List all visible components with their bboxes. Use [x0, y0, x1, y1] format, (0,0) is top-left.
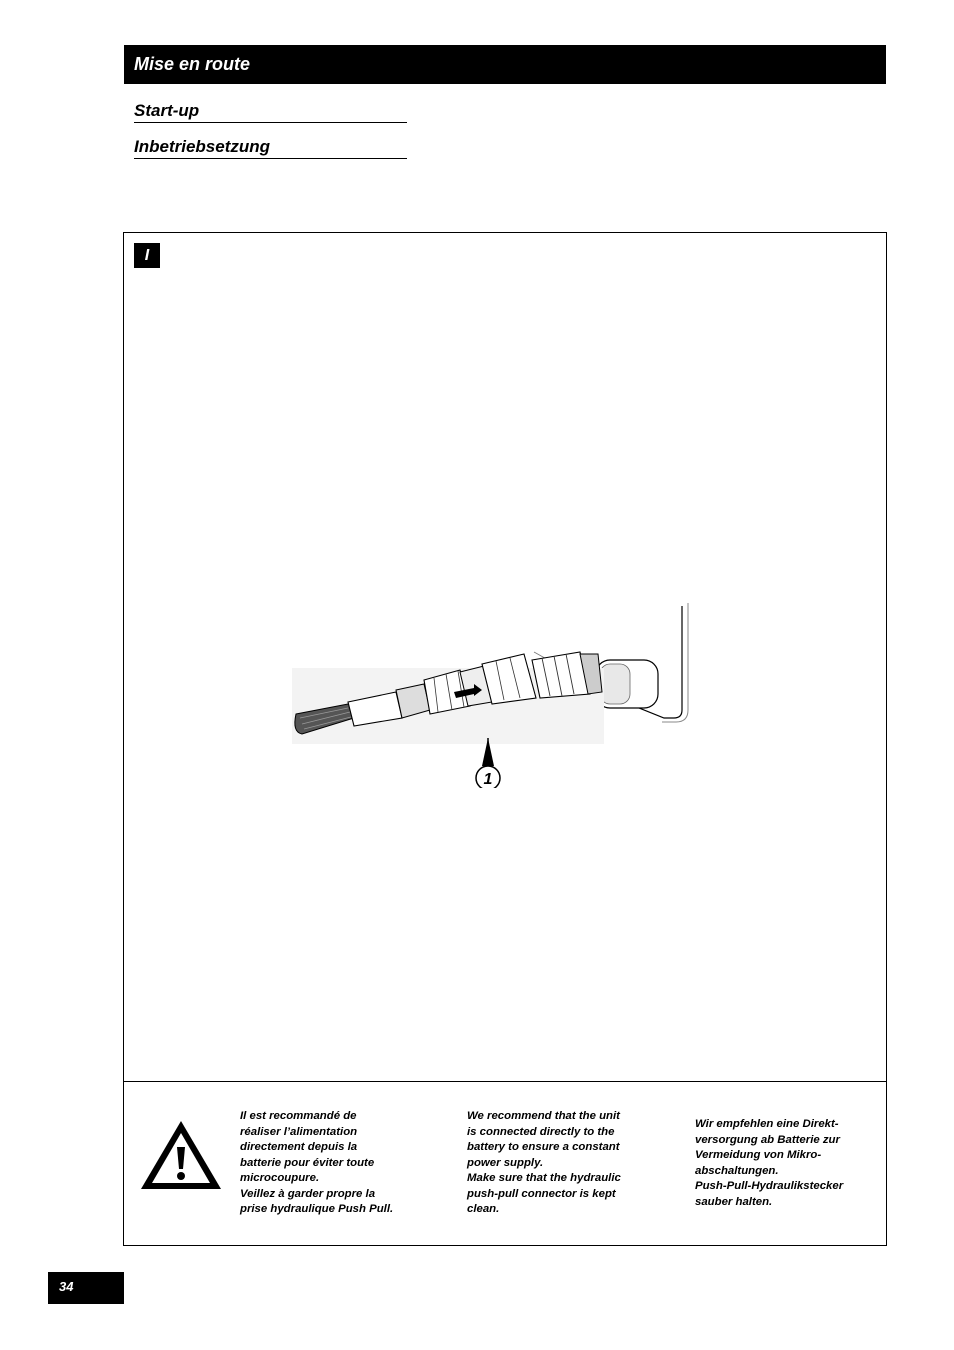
subtitle-german: Inbetriebsetzung [134, 137, 407, 159]
callout-number: 1 [483, 771, 493, 788]
page-number: 34 [48, 1272, 124, 1304]
figure-frame [123, 232, 887, 1246]
figure-label: I [134, 243, 160, 268]
note-divider [124, 1081, 886, 1082]
push-pull-connector-illustration [284, 598, 704, 788]
section-header: Mise en route [124, 45, 886, 84]
note-english: We recommend that the unit is connected directly to the battery to ensure a constant power supply. Make sure that the hydraulic push-pull connector is kept clean. [467, 1110, 621, 1215]
note-german: Wir empfehlen eine Direkt- versorgung ab Batterie zur Vermeidung von Mikro- abschaltungen. Push-Pull-Hydraulikstecker sauber halten. [695, 1118, 844, 1208]
warning-icon [138, 1117, 224, 1193]
subtitle-english: Start-up [134, 101, 407, 123]
note-french: Il est recommandé de réaliser l’alimentation directement depuis la batterie pour éviter toute microcoupure. Veillez à garder propre la prise hydraulique Push Pull. [240, 1110, 394, 1215]
